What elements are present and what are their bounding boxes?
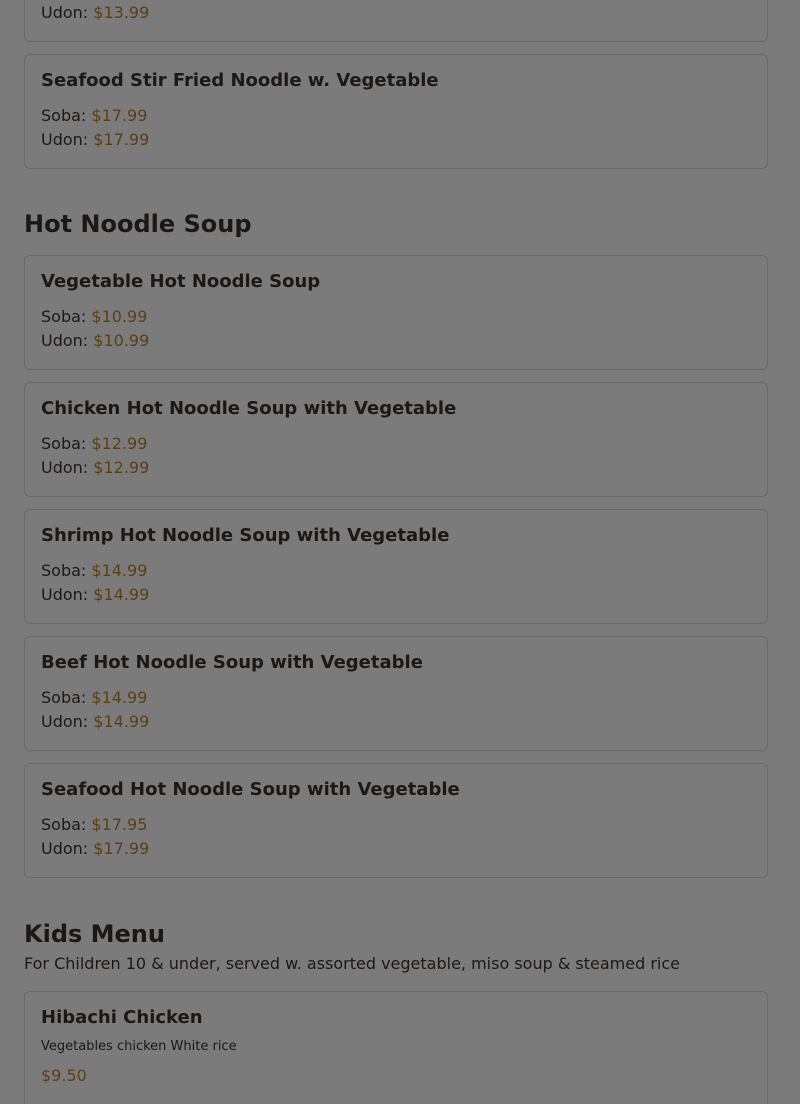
udon-price: $13.99 [93, 3, 150, 22]
menu-item-card[interactable] [24, 382, 768, 497]
udon-price-line [41, 837, 751, 861]
soba-price-line [41, 305, 751, 329]
udon-label: Udon: [41, 3, 89, 22]
soba-label: Soba: [41, 688, 87, 707]
menu-item-name: Seafood Hot Noodle Soup with Vegetable [41, 779, 460, 800]
menu-item-name: Hibachi Chicken [41, 1007, 203, 1028]
menu-item-card[interactable] [24, 255, 768, 370]
udon-price-line [41, 1, 149, 25]
soba-price: $17.99 [91, 106, 148, 125]
soba-price: $12.99 [91, 434, 148, 453]
menu-item-card[interactable] [24, 54, 768, 169]
soba-price: $14.99 [91, 688, 148, 707]
udon-price: $12.99 [93, 458, 150, 477]
menu-item-card[interactable] [24, 991, 768, 1104]
udon-price-line [41, 583, 751, 607]
soba-label: Soba: [41, 815, 87, 834]
menu-item-card[interactable] [24, 509, 768, 624]
soba-label: Soba: [41, 106, 87, 125]
udon-label: Udon: [41, 458, 89, 477]
menu-item-name: Shrimp Hot Noodle Soup with Vegetable [41, 525, 450, 546]
udon-label: Udon: [41, 712, 89, 731]
section-title-kids-menu: Kids Menu [24, 920, 165, 948]
soba-price-line [41, 432, 751, 456]
udon-price-line [41, 710, 751, 734]
soba-label: Soba: [41, 561, 87, 580]
menu-item-name: Beef Hot Noodle Soup with Vegetable [41, 652, 423, 673]
udon-price: $14.99 [93, 585, 150, 604]
udon-price: $17.99 [93, 130, 150, 149]
menu-item-name: Seafood Stir Fried Noodle w. Vegetable [41, 70, 439, 91]
menu-item-name: Chicken Hot Noodle Soup with Vegetable [41, 398, 457, 419]
udon-price: $10.99 [93, 331, 150, 350]
udon-label: Udon: [41, 331, 89, 350]
soba-price-line [41, 559, 751, 583]
soba-label: Soba: [41, 307, 87, 326]
menu-item-name: Vegetable Hot Noodle Soup [41, 271, 321, 292]
udon-price: $14.99 [93, 712, 150, 731]
soba-price: $10.99 [91, 307, 148, 326]
soba-price-line [41, 686, 751, 710]
udon-label: Udon: [41, 130, 89, 149]
udon-price-line [41, 456, 751, 480]
soba-price: $17.95 [91, 815, 148, 834]
menu-item-card[interactable] [24, 636, 768, 751]
soba-price-line [41, 104, 751, 128]
menu-item-description: Vegetables chicken White rice [41, 1039, 237, 1054]
udon-price-line [41, 128, 751, 152]
menu-item-card[interactable] [24, 0, 768, 42]
section-title-hot-noodle-soup: Hot Noodle Soup [24, 210, 252, 238]
section-description-kids-menu: For Children 10 & under, served w. assorted vegetable, miso soup & steamed rice [24, 954, 680, 973]
udon-label: Udon: [41, 839, 89, 858]
soba-price: $14.99 [91, 561, 148, 580]
udon-label: Udon: [41, 585, 89, 604]
udon-price: $17.99 [93, 839, 150, 858]
menu-item-price: $9.50 [41, 1066, 87, 1085]
menu-content [24, 0, 768, 1104]
soba-label: Soba: [41, 434, 87, 453]
menu-item-card[interactable] [24, 763, 768, 878]
soba-price-line [41, 813, 751, 837]
udon-price-line [41, 329, 751, 353]
